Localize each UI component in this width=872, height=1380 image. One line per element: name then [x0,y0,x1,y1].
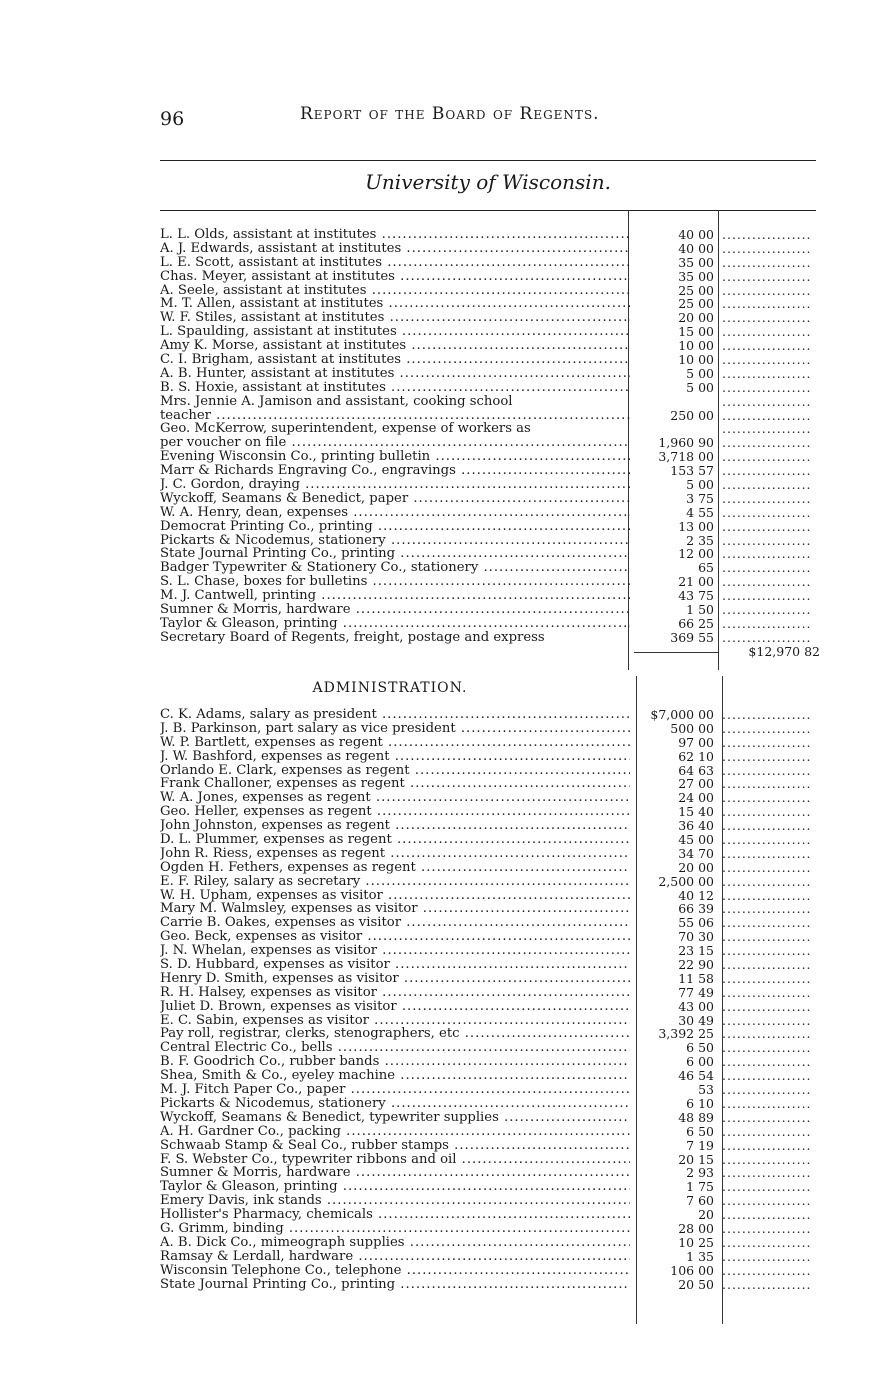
entry-amount: 12 00 [678,546,714,562]
entry-description: J. B. Parkinson, part salary as vice president ..... [160,722,630,736]
entry-amount: 27 00 [678,776,714,792]
entry-description: E. F. Riley, salary as secretary ..... [160,875,630,889]
entry-amount: 70 30 [678,929,714,945]
entry-amount: 1 50 [686,602,714,618]
ledger-row [160,1250,826,1264]
entry-amount: 20 50 [678,1276,714,1292]
entry-amount: 66 39 [678,901,714,917]
ledger-row [160,944,826,958]
entry-description: Sumner & Morris, hardware ..... [160,603,630,617]
entry-description: Shea, Smith & Co., eyeley machine ..... [160,1069,630,1083]
entry-amount: 46 54 [678,1068,714,1084]
entry-description: Geo. Beck, expenses as visitor ..... [160,930,630,944]
entry-description: M. J. Fitch Paper Co., paper ..... [160,1083,630,1097]
total-column-leader: .................. [722,1221,812,1236]
total-column-leader: .................. [722,630,812,645]
ledger-row [160,284,826,298]
entry-description: per voucher on file ..... [160,436,630,450]
ledger-row [160,1083,826,1097]
entry-amount: 4 55 [686,504,714,520]
ledger-row [160,1264,826,1278]
total-column-leader: .................. [722,353,812,367]
ledger-row [160,520,826,534]
ledger-row [160,958,826,972]
total-column-leader: .................. [722,1013,812,1028]
section-total: $12,970 82 [748,643,820,659]
total-column-leader: .................. [722,735,812,750]
ledger-row [160,617,826,631]
ledger-row [160,311,826,325]
ledger-row [160,270,826,284]
ledger-row [160,547,826,561]
entry-amount: 24 00 [678,790,714,806]
entry-description: Frank Challoner, expenses as regent ..... [160,777,630,791]
entry-amount: 77 49 [678,984,714,1000]
entry-description: B. F. Goodrich Co., rubber bands ..... [160,1055,630,1069]
ledger-row [160,1208,826,1222]
ledger-row [160,861,826,875]
entry-amount: 28 00 [678,1220,714,1236]
total-column-leader: .................. [722,1069,812,1084]
total-column-leader: .................. [722,1096,812,1111]
entry-amount: 2 35 [686,532,714,548]
entry-description: R. H. Halsey, expenses as visitor ..... [160,986,630,1000]
entry-amount: 6 50 [686,1040,714,1056]
entry-amount: 10 00 [678,338,714,354]
ledger-row [160,764,826,778]
entry-amount: 23 15 [678,943,714,959]
entry-description: Schwaab Stamp & Seal Co., rubber stamps ..... [160,1139,630,1153]
entry-description: Ogden H. Fethers, expenses as regent ..... [160,861,630,875]
entry-description: S. L. Chase, boxes for bulletins ..... [160,575,630,589]
total-column-leader: .................. [722,561,812,576]
entry-description: Pickarts & Nicodemus, stationery ..... [160,534,630,548]
entry-description: Ramsay & Lerdall, hardware ..... [160,1250,630,1264]
total-column-leader: .................. [722,311,812,326]
entry-description: Wyckoff, Seamans & Benedict, paper ..... [160,492,630,506]
ledger-row [160,1166,826,1180]
entry-amount: 1 35 [686,1248,714,1264]
ledger-row [160,325,826,339]
total-column-leader: .................. [722,241,812,256]
entry-description: Evening Wisconsin Co., printing bulletin ..... [160,450,630,464]
ledger-row [160,1097,826,1111]
ledger-row [160,833,826,847]
entry-amount: 66 25 [678,615,714,631]
entry-amount: 43 00 [678,998,714,1014]
entry-description: J. N. Whelan, expenses as visitor ..... [160,944,630,958]
entry-description: Badger Typewriter & Stationery Co., stationery ..... [160,561,630,575]
entry-description: G. Grimm, binding ..... [160,1222,630,1236]
ledger-row [160,1055,826,1069]
entry-description: Wyckoff, Seamans & Benedict, typewriter supplies ..... [160,1111,630,1125]
entry-description: A. B. Hunter, assistant at institutes ..... [160,367,630,381]
running-head: Report of the Board of Regents. [300,104,600,124]
total-column-leader: .................. [722,1208,812,1222]
entry-amount: 40 00 [678,240,714,256]
entry-description: A. H. Gardner Co., packing ..... [160,1125,630,1139]
total-column-leader: .................. [722,255,812,270]
entry-description: Emery Davis, ink stands ..... [160,1194,630,1208]
total-column-leader: .................. [722,575,812,590]
entry-amount: 25 00 [678,282,714,298]
total-column-leader: .................. [722,791,812,806]
total-column-leader: .................. [722,985,812,1000]
total-column-leader: .................. [722,464,812,479]
entry-amount: 35 00 [678,268,714,284]
entry-amount: 6 10 [686,1095,714,1111]
total-column-leader: .................. [722,874,812,889]
ledger-row [160,242,826,256]
entry-amount: 22 90 [678,957,714,973]
ledger-row [160,1153,826,1167]
ledger-row [160,450,826,464]
ledger-section-institutes [160,228,826,659]
total-column-leader: .................. [722,408,812,423]
total-column-leader: .................. [722,519,812,534]
ledger-row [160,1139,826,1153]
total-column-leader: .................. [722,708,812,722]
ledger-section-administration [160,708,826,1291]
entry-description: A. Seele, assistant at institutes ..... [160,284,630,298]
entry-amount: 40 12 [678,887,714,903]
entry-description: J. W. Bashford, expenses as regent ..... [160,750,630,764]
total-column-leader: .................. [722,1194,812,1209]
entry-description: W. A. Henry, dean, expenses ..... [160,506,630,520]
ledger-row [160,1180,826,1194]
entry-amount: 369 55 [670,629,714,645]
entry-amount: 10 00 [678,352,714,368]
entry-description: Amy K. Morse, assistant at institutes ..... [160,339,630,353]
total-column-leader: .................. [722,999,812,1014]
entry-amount: 25 00 [678,296,714,312]
total-column-leader: .................. [722,547,812,562]
entry-description: Central Electric Co., bells ..... [160,1041,630,1055]
total-column-leader: .................. [722,1263,812,1278]
entry-amount: 20 [698,1207,714,1223]
total-column-leader: .................. [722,1277,812,1292]
entry-amount: 500 00 [670,720,714,736]
total-column-leader: .................. [722,1124,812,1139]
entry-description: Mrs. Jennie A. Jamison and assistant, cooking school [160,394,513,409]
ledger-row [160,791,826,805]
entry-description: Marr & Richards Engraving Co., engravings ..... [160,464,630,478]
entry-amount: 13 00 [678,518,714,534]
total-column-leader: .................. [722,478,812,492]
total-column-leader: .................. [722,1027,812,1042]
section-heading: ADMINISTRATION. [312,680,468,696]
entry-description: L. L. Olds, assistant at institutes ..... [160,228,630,242]
entry-description: teacher ..... [160,409,630,423]
entry-amount: 15 40 [678,804,714,820]
ledger-row [160,575,826,589]
total-column-leader: .................. [722,394,812,409]
ledger-row [160,875,826,889]
ledger-row [160,256,826,270]
ledger-row [160,534,826,548]
entry-amount: 3,392 25 [658,1026,714,1042]
ledger-row [160,1111,826,1125]
total-column-leader: .................. [722,297,812,312]
entry-description: M. T. Allen, assistant at institutes ..... [160,297,630,311]
ledger-row [160,395,826,409]
entry-description: Juliet D. Brown, expenses as visitor ..... [160,1000,630,1014]
ledger-row [160,464,826,478]
entry-amount: 62 10 [678,748,714,764]
entry-amount: 3 75 [686,490,714,506]
ledger-row [160,492,826,506]
total-column-leader: .................. [722,944,812,959]
total-column-leader: .................. [722,1166,812,1181]
total-column-leader: .................. [722,228,812,242]
total-column-leader: .................. [722,763,812,778]
total-column-leader: .................. [722,1138,812,1153]
entry-amount: 7 60 [686,1193,714,1209]
entry-description: State Journal Printing Co., printing ..... [160,547,630,561]
total-column-leader: .................. [722,819,812,834]
entry-amount: 1 75 [686,1179,714,1195]
ledger-row [160,228,826,242]
entry-amount: 20 15 [678,1151,714,1167]
entry-description: A. J. Edwards, assistant at institutes ..... [160,242,630,256]
entry-description: W. A. Jones, expenses as regent ..... [160,791,630,805]
entry-description: Henry D. Smith, expenses as visitor ..... [160,972,630,986]
ledger-row [160,1014,826,1028]
ledger-row [160,297,826,311]
entry-amount: 153 57 [670,463,714,479]
entry-amount: 20 00 [678,859,714,875]
ledger-row [160,916,826,930]
ledger-row [160,805,826,819]
entry-amount: 10 25 [678,1234,714,1250]
entry-amount: 65 [698,560,714,576]
ledger-row [160,478,826,492]
entry-amount: 20 00 [678,310,714,326]
total-column-leader: .................. [722,860,812,875]
entry-description: L. Spaulding, assistant at institutes ..... [160,325,630,339]
entry-description: C. I. Brigham, assistant at institutes ..... [160,353,630,367]
entry-amount: 5 00 [686,379,714,395]
total-column-leader: .................. [722,749,812,764]
entry-amount: 48 89 [678,1109,714,1125]
ledger-row [160,930,826,944]
ledger-row [160,750,826,764]
entry-amount: 2 93 [686,1165,714,1181]
entry-amount: 34 70 [678,845,714,861]
entry-description: W. F. Stiles, assistant at institutes ..... [160,311,630,325]
entry-description: E. C. Sabin, expenses as visitor ..... [160,1014,630,1028]
entry-amount: 55 06 [678,915,714,931]
page-subtitle: University of Wisconsin. [365,170,611,194]
total-column-leader: .................. [722,603,812,617]
ledger-row [160,1125,826,1139]
entry-description: John Johnston, expenses as regent ..... [160,819,630,833]
total-column-leader: .................. [722,916,812,931]
entry-amount: 21 00 [678,574,714,590]
entry-amount: 250 00 [670,407,714,423]
total-column-leader: .................. [722,846,812,861]
ledger-row [160,409,826,423]
entry-amount: 30 49 [678,1012,714,1028]
entry-description: S. D. Hubbard, expenses as visitor ..... [160,958,630,972]
ledger-row [160,777,826,791]
entry-description: M. J. Cantwell, printing ..... [160,589,630,603]
entry-amount: 36 40 [678,818,714,834]
total-column-leader: .................. [722,958,812,972]
ledger-row [160,1041,826,1055]
entry-description: Orlando E. Clark, expenses as regent ..... [160,764,630,778]
total-column-leader: .................. [722,1055,812,1070]
total-column-leader: .................. [722,589,812,604]
entry-description: Taylor & Gleason, printing ..... [160,1180,630,1194]
entry-amount: 6 00 [686,1054,714,1070]
entry-description: Pay roll, registrar, clerks, stenographers, etc ..... [160,1027,630,1041]
entry-amount: 5 00 [686,477,714,493]
total-column-leader: .................. [722,1110,812,1125]
page-number: 96 [160,108,185,130]
total-column-leader: .................. [722,1235,812,1250]
total-row [160,645,826,659]
entry-description: W. H. Upham, expenses as visitor ..... [160,889,630,903]
total-column-leader: .................. [722,1083,812,1097]
total-column-leader: .................. [722,721,812,736]
ledger-row [160,1194,826,1208]
ledger-row [160,353,826,367]
total-column-leader: .................. [722,777,812,792]
ledger-row [160,1278,826,1292]
ledger-row [160,1027,826,1041]
entry-amount: 11 58 [678,970,714,986]
entry-description: State Journal Printing Co., printing ..... [160,1278,630,1292]
ledger-row [160,561,826,575]
entry-description: Chas. Meyer, assistant at institutes ..... [160,270,630,284]
entry-description: Mary M. Walmsley, expenses as visitor ..... [160,902,630,916]
ledger-row [160,1069,826,1083]
entry-amount: 5 00 [686,365,714,381]
entry-description: C. K. Adams, salary as president ..... [160,708,630,722]
total-column-leader: .................. [722,422,812,437]
entry-amount: 1,960 90 [658,435,714,451]
entry-description: Wisconsin Telephone Co., telephone ..... [160,1264,630,1278]
total-column-leader: .................. [722,533,812,548]
entry-amount: 2,500 00 [658,873,714,889]
total-column-leader: .................. [722,930,812,945]
total-column-leader: .................. [722,339,812,354]
ledger-row [160,708,826,722]
total-column-leader: .................. [722,380,812,395]
entry-amount: 97 00 [678,734,714,750]
entry-amount: 53 [698,1082,714,1098]
ledger-row [160,339,826,353]
ledger-row [160,631,826,645]
ledger-row [160,847,826,861]
entry-description: W. P. Bartlett, expenses as regent ..... [160,736,630,750]
ledger-row [160,603,826,617]
entry-amount: 40 00 [678,227,714,242]
total-column-leader: .................. [722,1249,812,1264]
total-column-leader: .................. [722,325,812,340]
ledger-row [160,1000,826,1014]
entry-amount: 7 19 [686,1137,714,1153]
total-column-leader: .................. [722,971,812,986]
total-column-leader: .................. [722,888,812,903]
entry-amount: 15 00 [678,324,714,340]
entry-amount: 106 00 [670,1262,714,1278]
entry-description: Secretary Board of Regents, freight, postage and express [160,630,545,645]
total-column-leader: .................. [722,1152,812,1167]
entry-amount: 43 75 [678,588,714,604]
ledger-row [160,1236,826,1250]
entry-description: Taylor & Gleason, printing ..... [160,617,630,631]
ledger-row [160,506,826,520]
total-column-leader: .................. [722,505,812,520]
entry-description: John R. Riess, expenses as regent ..... [160,847,630,861]
total-column-leader: .................. [722,1180,812,1195]
ledger-row [160,367,826,381]
total-column-leader: .................. [722,616,812,631]
total-column-leader: .................. [722,491,812,506]
entry-description: Pickarts & Nicodemus, stationery ..... [160,1097,630,1111]
total-column-leader: .................. [722,283,812,298]
header-rule [160,160,816,161]
total-column-leader: .................. [722,366,812,381]
ledger-row [160,986,826,1000]
total-column-leader: .................. [722,805,812,820]
ledger-row [160,436,826,450]
ledger-row [160,889,826,903]
entry-description: J. C. Gordon, draying ..... [160,478,630,492]
total-column-leader: .................. [722,833,812,847]
entry-amount: 45 00 [678,832,714,848]
entry-description: Sumner & Morris, hardware ..... [160,1166,630,1180]
ledger-row [160,902,826,916]
ledger-row [160,381,826,395]
total-column-leader: .................. [722,436,812,451]
ledger-row [160,589,826,603]
ledger-row [160,819,826,833]
ledger-row [160,422,826,436]
entry-description: Democrat Printing Co., printing ..... [160,520,630,534]
ledger-row [160,736,826,750]
entry-amount: 6 50 [686,1123,714,1139]
entry-amount: 3,718 00 [658,449,714,465]
ledger-row [160,1222,826,1236]
entry-description: A. B. Dick Co., mimeograph supplies ..... [160,1236,630,1250]
entry-description: Hollister's Pharmacy, chemicals ..... [160,1208,630,1222]
entry-description: L. E. Scott, assistant at institutes ..... [160,256,630,270]
ledger-row [160,722,826,736]
entry-description: B. S. Hoxie, assistant at institutes ..... [160,381,630,395]
entry-description: Geo. McKerrow, superintendent, expense of workers as [160,422,531,437]
entry-amount: 35 00 [678,254,714,270]
entry-amount: 64 63 [678,762,714,778]
total-column-leader: .................. [722,450,812,465]
entry-description: Carrie B. Oakes, expenses as visitor ..... [160,916,630,930]
total-column-leader: .................. [722,1041,812,1056]
ledger-row [160,972,826,986]
entry-description: Geo. Heller, expenses as regent ..... [160,805,630,819]
entry-description: D. L. Plummer, expenses as regent ..... [160,833,630,847]
total-column-leader: .................. [722,902,812,917]
total-column-leader: .................. [722,269,812,284]
entry-description: F. S. Webster Co., typewriter ribbons and oil ..... [160,1153,630,1167]
entry-amount: $7,000 00 [650,707,714,722]
